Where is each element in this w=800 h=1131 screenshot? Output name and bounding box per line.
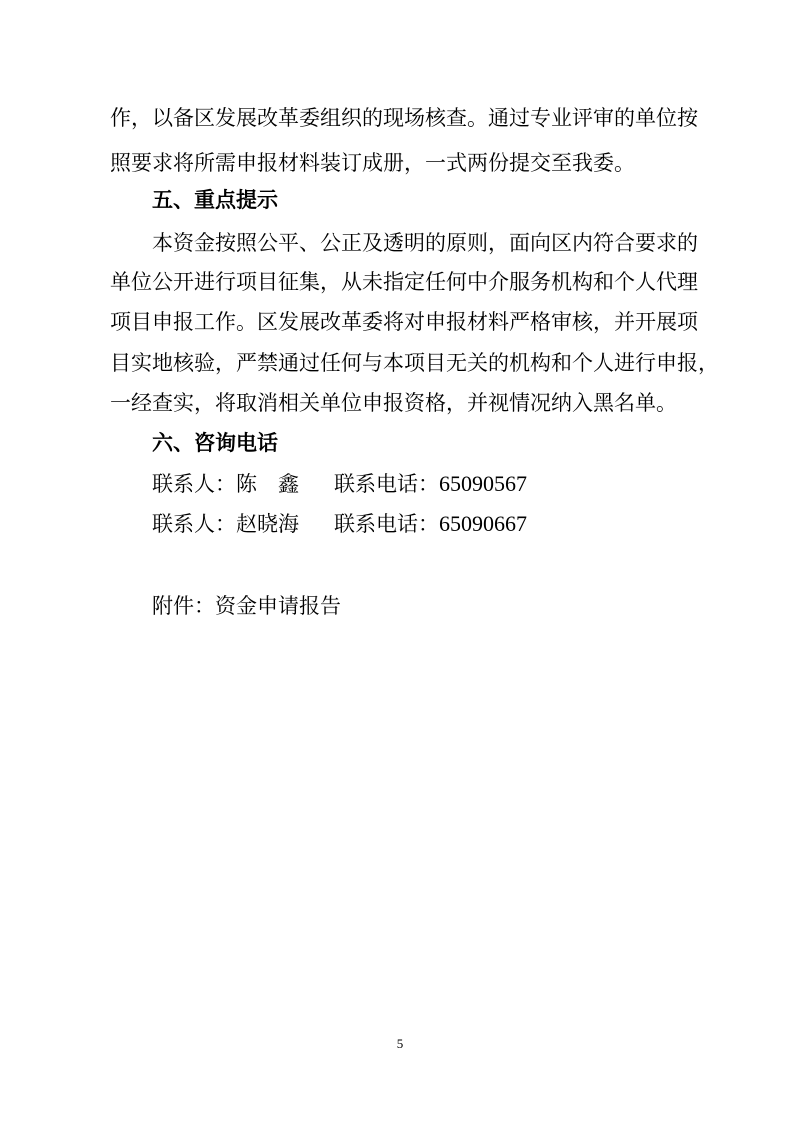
contact-row bbox=[152, 510, 527, 538]
contact-phone-label: 联系电话： bbox=[334, 512, 439, 536]
contact-phone: 65090567 bbox=[439, 471, 527, 496]
contact-phone-label: 联系电话： bbox=[334, 472, 439, 496]
attachment-note: 附件：资金申请报告 bbox=[152, 594, 341, 618]
paragraph-line: 项目申报工作。区发展改革委将对申报材料严格审核，并开展项 bbox=[110, 310, 698, 334]
paragraph-line: 作，以备区发展改革委组织的现场核查。通过专业评审的单位按 bbox=[110, 106, 698, 130]
section-heading: 六、咨询电话 bbox=[152, 431, 278, 455]
page-number: 5 bbox=[396, 1036, 404, 1051]
contact-person: 联系人：陈 鑫 bbox=[152, 472, 299, 496]
paragraph-line: 本资金按照公平、公正及透明的原则，面向区内符合要求的 bbox=[152, 231, 698, 255]
section-heading: 五、重点提示 bbox=[152, 188, 278, 212]
paragraph-line: 照要求将所需申报材料装订成册，一式两份提交至我委。 bbox=[110, 151, 635, 175]
contact-row bbox=[152, 470, 527, 498]
paragraph-line: 一经查实，将取消相关单位申报资格，并视情况纳入黑名单。 bbox=[110, 391, 677, 415]
paragraph-line: 单位公开进行项目征集，从未指定任何中介服务机构和个人代理 bbox=[110, 270, 698, 294]
contact-person: 联系人：赵晓海 bbox=[152, 512, 299, 536]
paragraph-line: 目实地核验，严禁通过任何与本项目无关的机构和个人进行申报， bbox=[110, 351, 719, 375]
contact-phone: 65090667 bbox=[439, 511, 527, 536]
